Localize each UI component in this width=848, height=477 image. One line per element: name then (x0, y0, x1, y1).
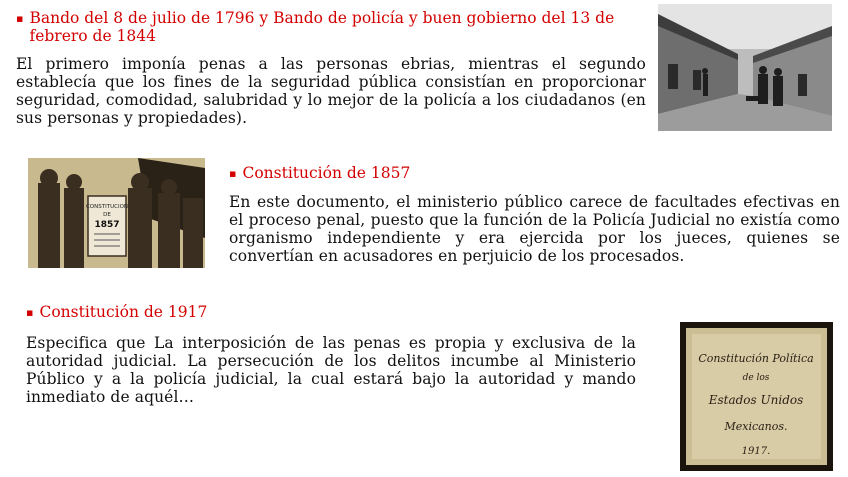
section-paragraph: En este documento, el ministerio público carece de facultades efectivas en el proceso penal, puesto que la función de la Policía Judicial no existía como organismo independiente y era ejercida por los jueces, quienes se convertían en acusadores en perjuicio de los procesados. (229, 193, 840, 265)
cover-line-2: de los (742, 373, 770, 383)
heading-text: Constitución de 1857 (242, 164, 411, 182)
cover-line-1: Constitución Política (698, 352, 814, 365)
cover-line-4: Mexicanos. (724, 420, 788, 433)
constitution-1917-image (680, 322, 833, 471)
heading-text: Bando del 8 de julio de 1796 y Bando de policía y buen gobierno del 13 de febrero de 1844 (29, 9, 615, 45)
section-constitucion-1917 (26, 303, 636, 406)
sign-line-1: CONSTITUCION (85, 204, 129, 210)
constitution-1857-image (28, 158, 205, 268)
section-bando (16, 9, 646, 127)
section-paragraph: Especifica que La interposición de las penas es propia y exclusiva de la autoridad judicial. La persecución de los delitos incumbe al Ministerio Público y a la policía judicial, la cual estará bajo la autoridad y mando inmediato de aquél… (26, 334, 636, 406)
section-paragraph: El primero imponía penas a las personas ebrias, mientras el segundo establecía que los fines de la seguridad pública consistían en proporcionar seguridad, comodidad, salubridad y lo mejor de la policía a los ciudadanos (en sus personas y propiedades). (16, 55, 646, 127)
bullet-icon: ▪ (26, 306, 34, 319)
section-heading (26, 303, 636, 322)
section-heading (229, 164, 840, 183)
bullet-icon: ▪ (229, 167, 237, 180)
sign-year: 1857 (94, 220, 120, 230)
bullet-icon: ▪ (16, 12, 24, 25)
heading-text: Constitución de 1917 (39, 303, 208, 321)
cover-line-3: Estados Unidos (708, 393, 804, 407)
sign-line-2: DE (103, 212, 111, 218)
section-heading (16, 9, 646, 45)
cover-year: 1917. (741, 446, 771, 457)
section-constitucion-1857 (229, 164, 840, 265)
historic-street-image (658, 4, 832, 131)
